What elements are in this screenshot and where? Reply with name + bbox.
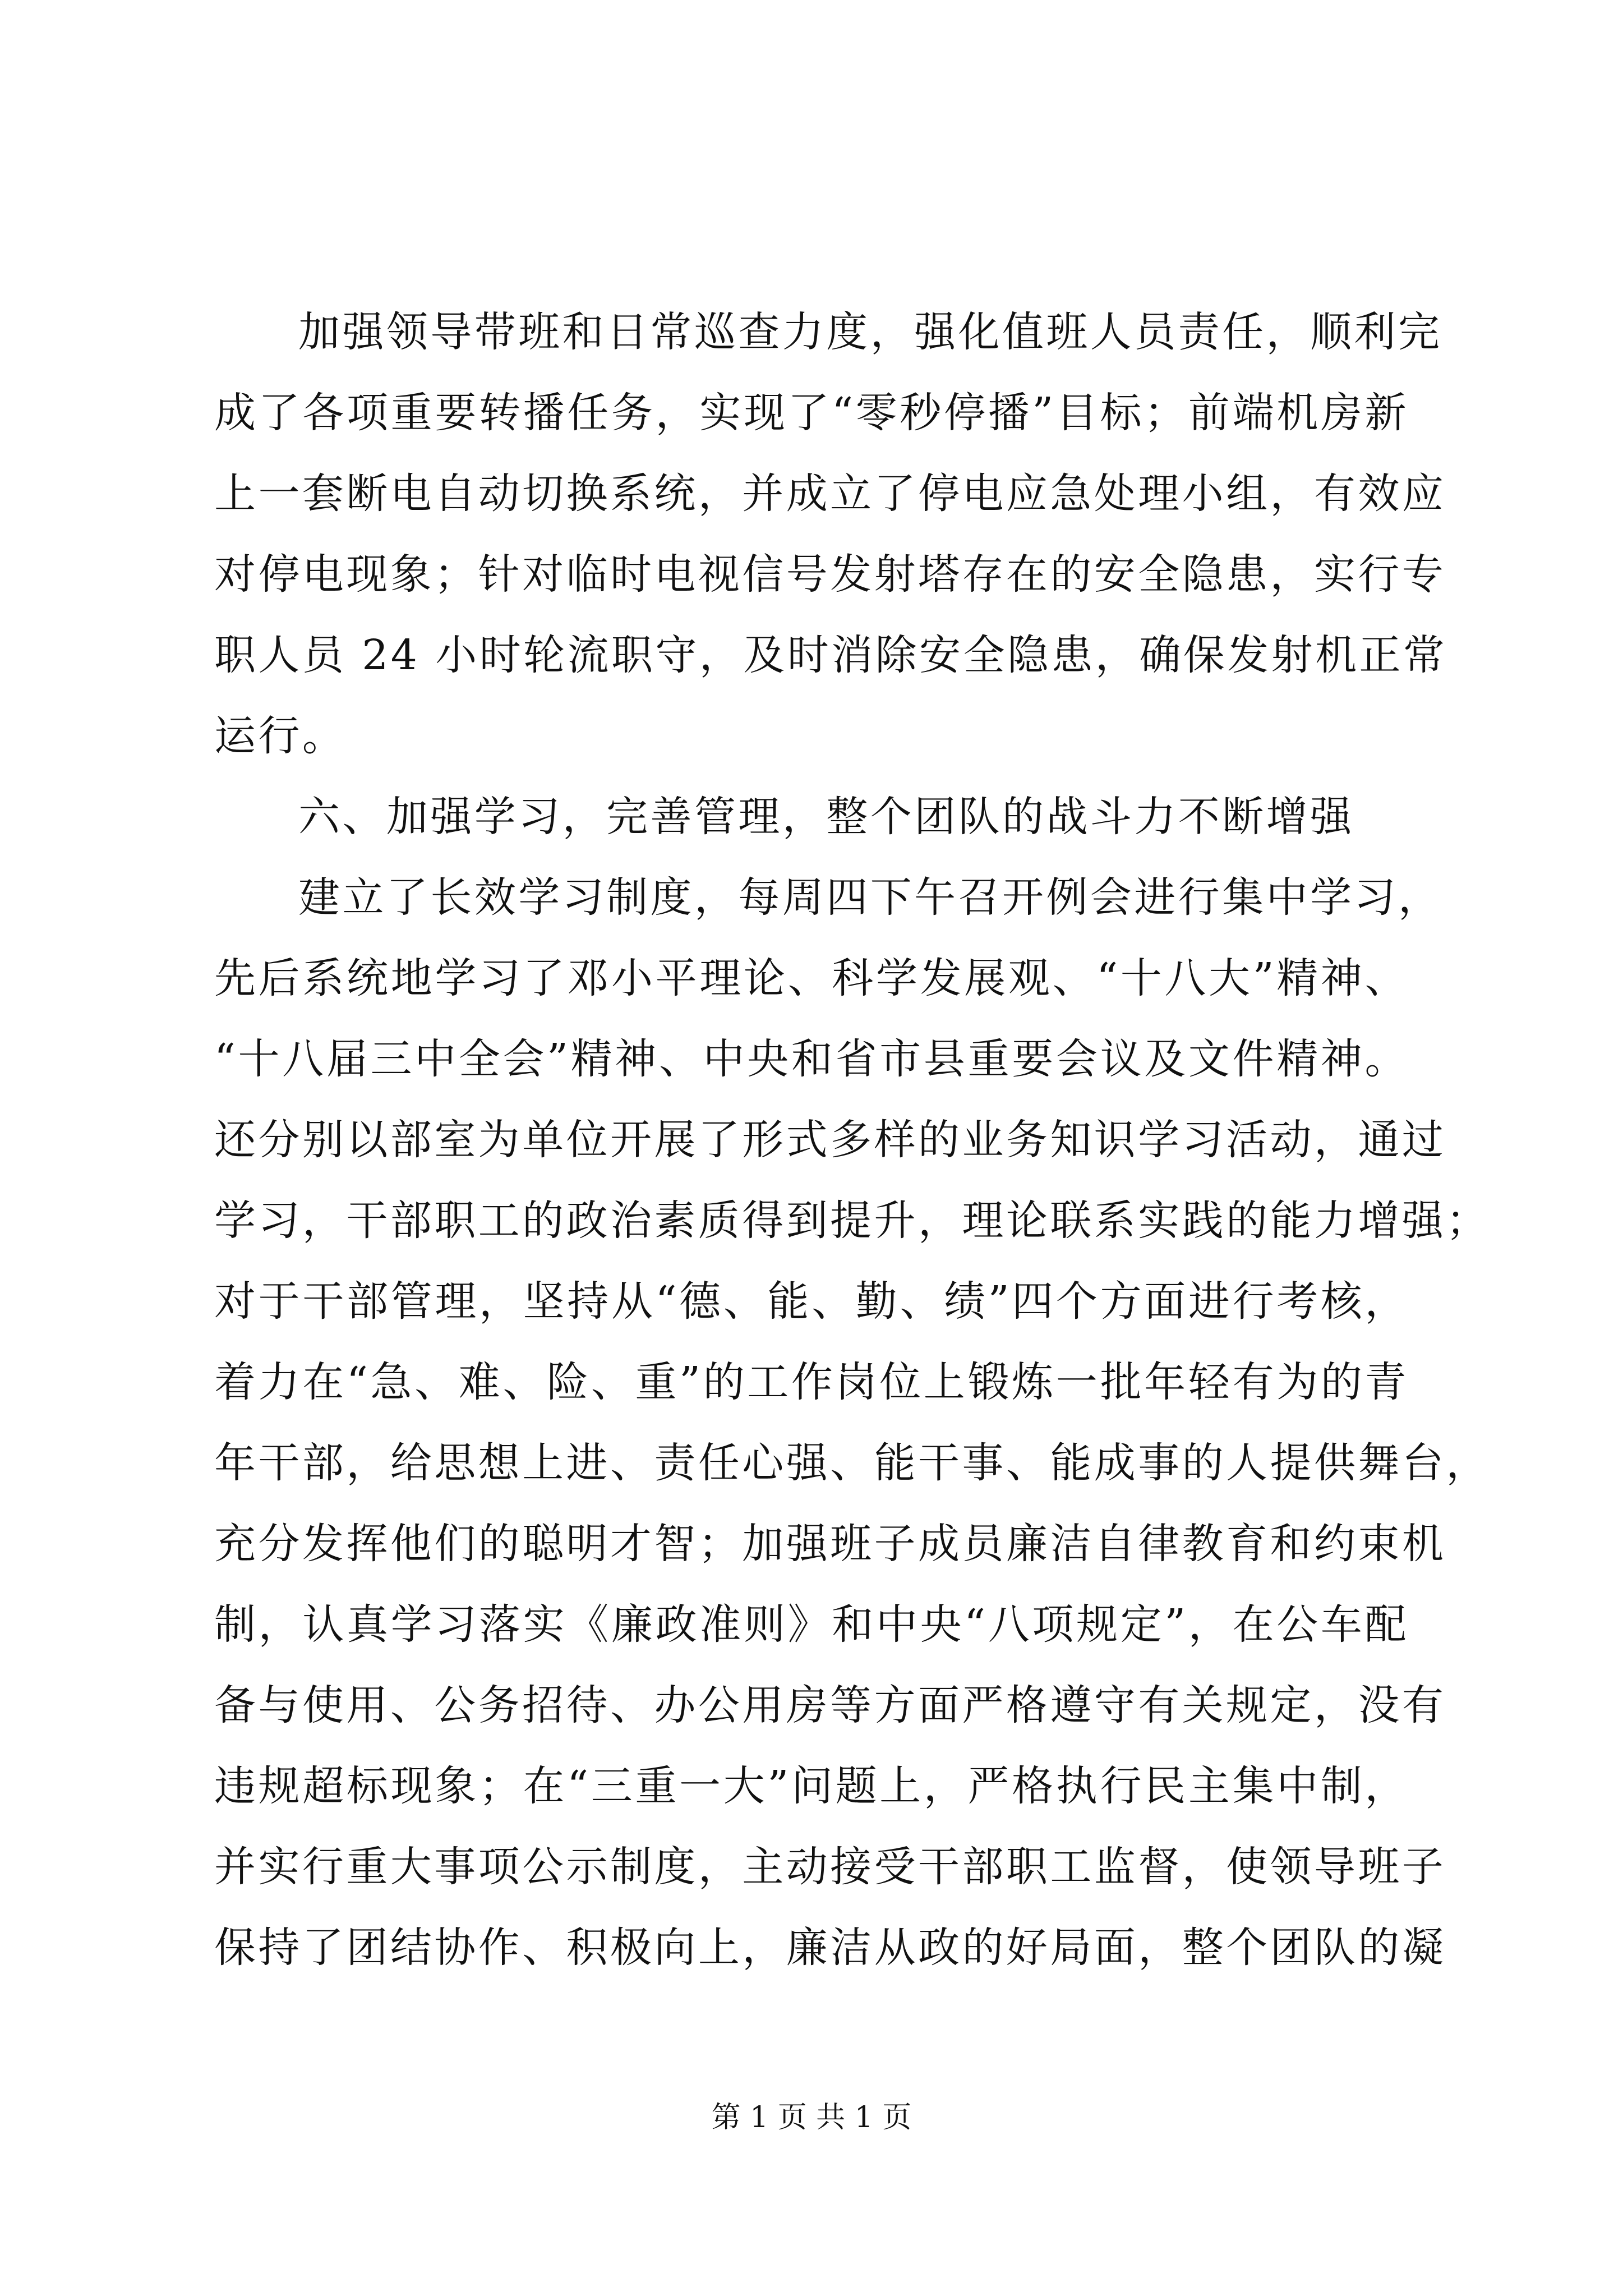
text-line: “十八届三中全会”精神、中央和省市县重要会议及文件精神。 xyxy=(214,1035,1409,1083)
text-line: 对于干部管理，坚持从“德、能、勤、绩”四个方面进行考核， xyxy=(214,1277,1409,1326)
text-line: 备与使用、公务招待、办公用房等方面严格遵守有关规定，没有 xyxy=(214,1681,1446,1729)
section-heading: 六、加强学习，完善管理，整个团队的战斗力不断增强 xyxy=(298,793,1354,841)
page-footer: 第 1 页 共 1 页 xyxy=(711,2101,912,2134)
text-line: 年干部，给思想上进、责任心强、能干事、能成事的人提供舞台， xyxy=(214,1439,1490,1487)
text-line: 对停电现象；针对临时电视信号发射塔存在的安全隐患，实行专 xyxy=(214,550,1446,599)
text-line: 制，认真学习落实《廉政准则》和中央“八项规定”，在公车配 xyxy=(214,1600,1409,1649)
text-line: 运行。 xyxy=(214,712,347,760)
text-line: 充分发挥他们的聪明才智；加强班子成员廉洁自律教育和约束机 xyxy=(214,1520,1446,1568)
text-line: 着力在“急、难、险、重”的工作岗位上锻炼一批年轻有为的青 xyxy=(214,1358,1409,1406)
text-line: 并实行重大事项公示制度，主动接受干部职工监督，使领导班子 xyxy=(214,1843,1446,1891)
text-line: 保持了团结协作、积极向上，廉洁从政的好局面，整个团队的凝 xyxy=(214,1924,1446,1972)
text-line: 建立了长效学习制度，每周四下午召开例会进行集中学习， xyxy=(298,873,1442,922)
text-line: 违规超标现象；在“三重一大”问题上，严格执行民主集中制， xyxy=(214,1762,1409,1810)
text-line: 职人员 24 小时轮流职守，及时消除安全隐患，确保发射机正常 xyxy=(214,631,1447,679)
text-line: 还分别以部室为单位开展了形式多样的业务知识学习活动，通过 xyxy=(214,1116,1446,1164)
text-line: 上一套断电自动切换系统，并成立了停电应急处理小组，有效应 xyxy=(214,470,1446,518)
text-line: 成了各项重要转播任务，实现了“零秒停播”目标；前端机房新 xyxy=(214,389,1409,437)
document-body xyxy=(214,292,1490,1988)
text-line: 先后系统地学习了邓小平理论、科学发展观、“十八大”精神、 xyxy=(214,954,1409,1002)
text-line: 学习，干部职工的政治素质得到提升，理论联系实践的能力增强； xyxy=(214,1197,1490,1245)
text-line: 加强领导带班和日常巡查力度，强化值班人员责任，顺利完 xyxy=(298,308,1442,356)
paragraph-study-management xyxy=(214,857,1490,1988)
paragraph-duty-management xyxy=(214,292,1447,776)
